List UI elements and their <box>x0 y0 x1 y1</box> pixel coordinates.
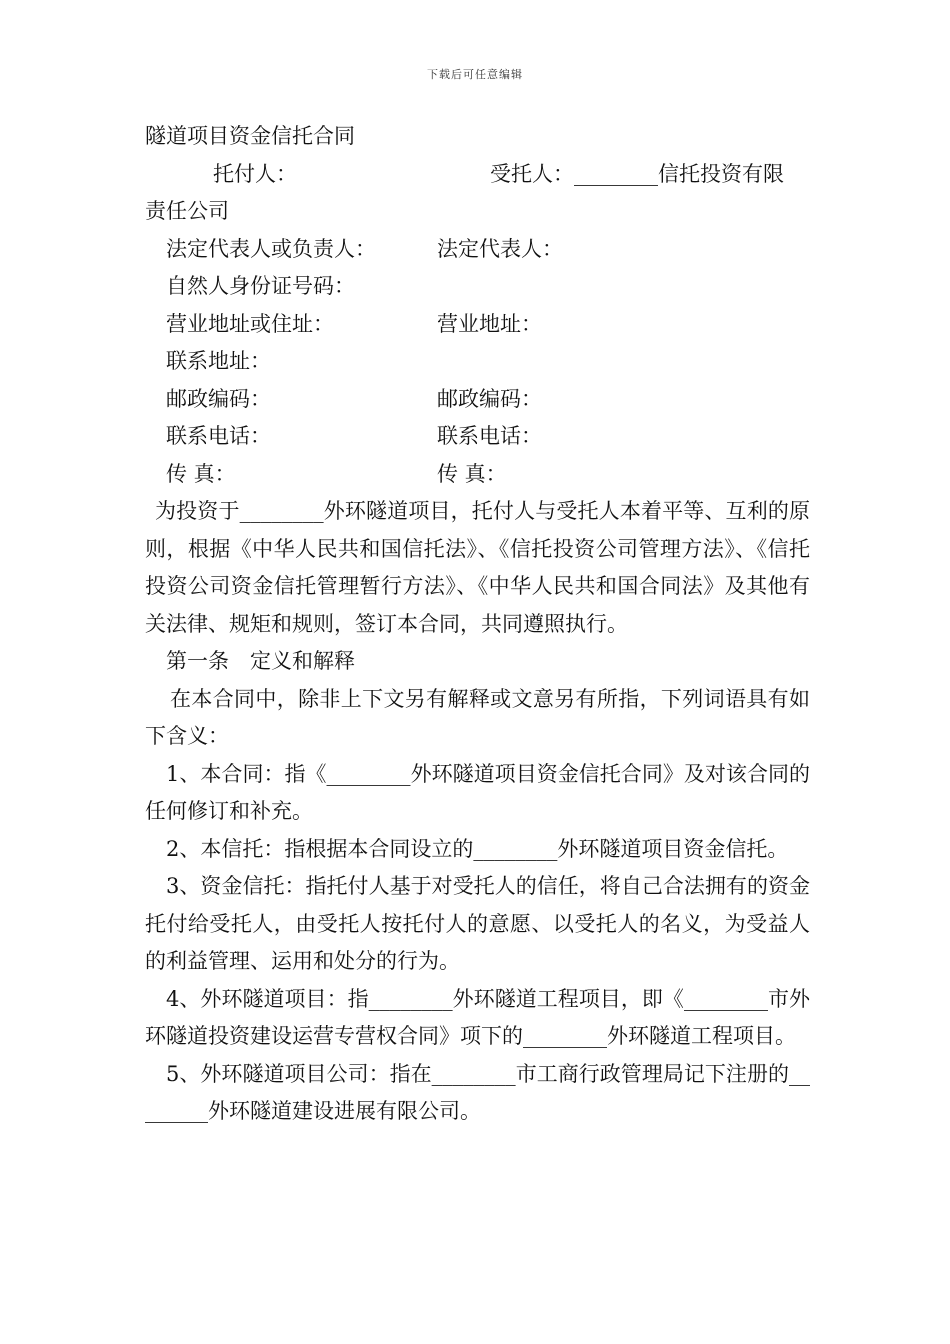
definition-item: 1、本合同：指《________外环隧道项目资金信托合同》及对该合同的任何修订和补充。 <box>145 761 810 823</box>
principal-label: 托付人： <box>213 161 297 186</box>
field-row-postal-code <box>145 381 810 419</box>
field-right: 联系电话： <box>437 424 542 448</box>
field-right: 营业地址： <box>437 311 542 336</box>
definition-item: 2、本信托：指根据本合同设立的________外环隧道项目资金信托。 <box>166 836 789 861</box>
field-left: 邮政编码： <box>166 386 271 411</box>
document-body <box>145 118 810 1131</box>
field-row-fax <box>145 456 810 494</box>
header-note: 下载后可任意编辑 <box>427 68 523 81</box>
field-left: 联系电话： <box>166 424 271 448</box>
party-line <box>145 156 810 194</box>
field-row-business-address <box>145 306 810 344</box>
field-row-representative <box>145 231 810 269</box>
field-row-contact-address <box>145 343 810 381</box>
field-row-id-number <box>145 268 810 306</box>
field-left: 传 真： <box>166 461 236 486</box>
field-right: 邮政编码： <box>437 386 542 411</box>
definition-item: 5、外环隧道项目公司：指在________市工商行政管理局记下注册的________外环隧道建设进展有限公司。 <box>145 1061 810 1123</box>
field-left: 自然人身份证号码： <box>166 274 355 298</box>
article-1-intro: 在本合同中，除非上下文另有解释或文意另有所指，下列词语具有如下含义： <box>145 686 810 748</box>
field-right: 法定代表人： <box>437 236 563 261</box>
definition-item: 4、外环隧道项目：指________外环隧道工程项目，即《________市外环隧道投资建设运营专营权合同》项下的________外环隧道工程项目。 <box>145 986 810 1048</box>
field-left: 营业地址或住址： <box>166 311 334 336</box>
document-title: 隧道项目资金信托合同 <box>145 124 355 148</box>
field-right: 传 真： <box>437 461 507 486</box>
trustee-label-continued: 责任公司 <box>145 199 229 223</box>
trustee-label: 受托人：________信托投资有限 <box>490 161 784 186</box>
field-left: 联系地址： <box>166 349 271 373</box>
field-right <box>437 268 810 306</box>
field-left: 法定代表人或负责人： <box>166 236 376 261</box>
preamble-paragraph: 为投资于________外环隧道项目，托付人与受托人本着平等、互利的原则，根据《中华人民共和国信托法》、《信托投资公司管理方法》、《信托投资公司资金信托管理暂行方法》、《中华人民共和国合同法》及其他有关法律、规矩和规则，签订本合同，共同遵照执行。 <box>145 499 810 636</box>
field-row-phone <box>145 418 810 456</box>
definition-item: 3、资金信托：指托付人基于对受托人的信任，将自己合法拥有的资金托付给受托人，由受托人按托付人的意愿、以受托人的名义，为受益人的利益管理、运用和处分的行为。 <box>145 874 810 973</box>
field-right <box>437 343 810 381</box>
article-1-heading: 第一条 定义和解释 <box>166 649 355 673</box>
